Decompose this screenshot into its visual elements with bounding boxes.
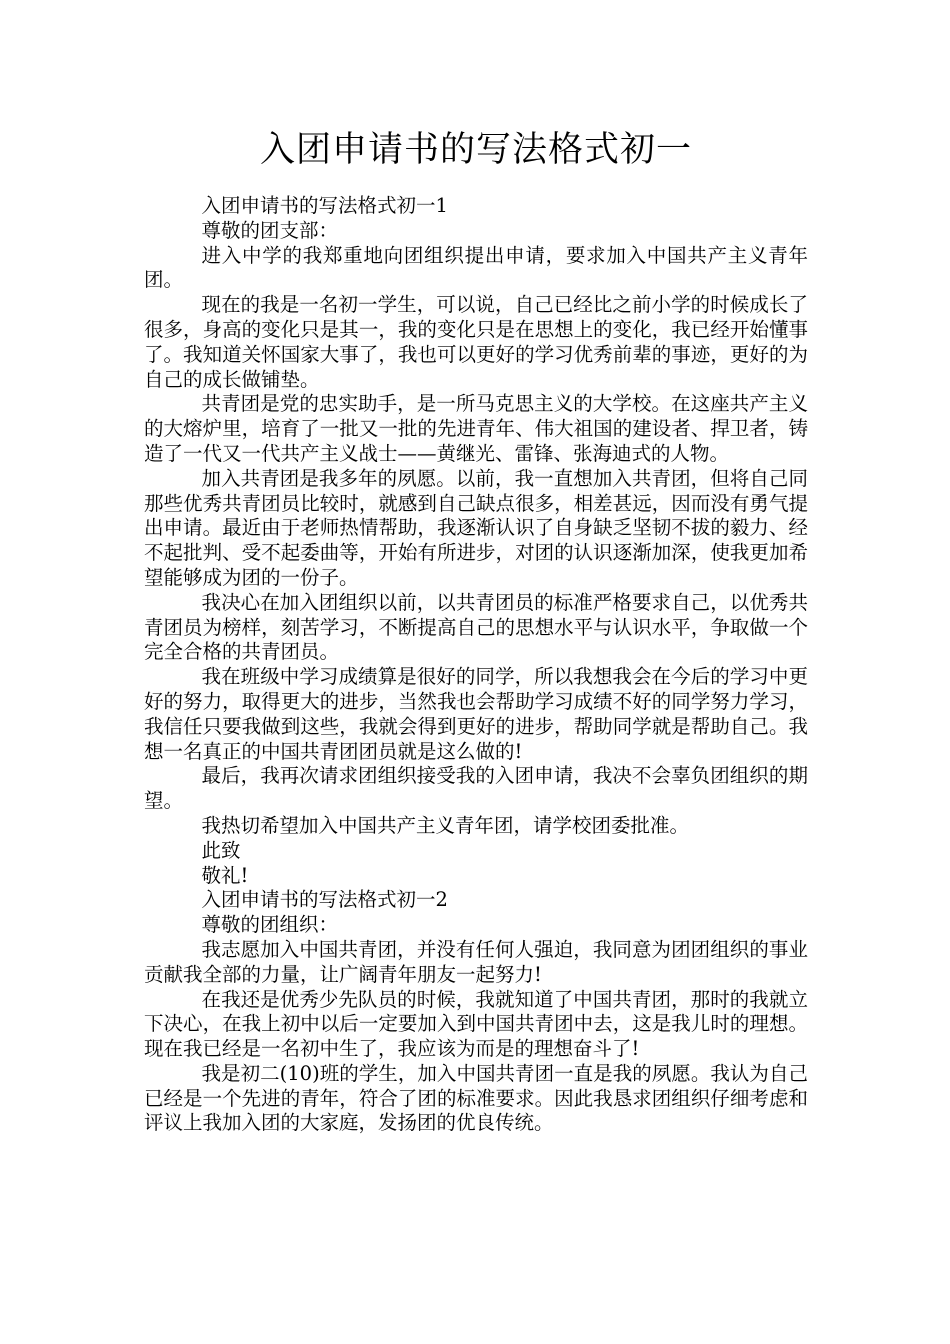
paragraph: 入团申请书的写法格式初一1	[201, 194, 448, 217]
paragraph: 我热切希望加入中国共产主义青年团，请学校团委批准。	[201, 813, 690, 837]
paragraph: 尊敬的团组织：	[201, 913, 339, 937]
paragraph: 共青团是党的忠实助手，是一所马克思主义的大学校。在这座共产主义的大熔炉里，培育了一批又一批的先进青年、伟大祖国的建设者、捍卫者，铸造了一代又一代共产主义战士——黄继光、雷锋、张海迪式的人物。	[144, 392, 808, 465]
document-body	[144, 194, 808, 1136]
paragraph: 我在班级中学习成绩算是很好的同学，所以我想我会在今后的学习中更好的努力，取得更大的进步，当然我也会帮助学习成绩不好的同学努力学习，我信任只要我做到这些，我就会得到更好的进步，帮助同学就是帮助自己。我想一名真正的中国共青团团员就是这么做的!	[144, 665, 808, 763]
paragraph: 入团申请书的写法格式初一2	[201, 888, 448, 912]
paragraph: 此致	[201, 838, 241, 862]
document-title: 入团申请书的写法格式初一	[259, 130, 692, 170]
paragraph: 我是初二(10)班的学生，加入中国共青团一直是我的夙愿。我认为自己已经是一个先进的青年，符合了团的标准要求。因此我恳求团组织仔细考虑和评议上我加入团的大家庭，发扬团的优良传统。	[144, 1061, 808, 1135]
paragraph: 尊敬的团支部：	[201, 218, 339, 242]
paragraph: 在我还是优秀少先队员的时候，我就知道了中国共青团，那时的我就立下决心，在我上初中以后一定要加入到中国共青团中去，这是我儿时的理想。现在我已经是一名初中生了，我应该为而是的理想奋斗了!	[144, 987, 808, 1061]
paragraph: 进入中学的我郑重地向团组织提出申请，要求加入中国共产主义青年团。	[144, 243, 808, 292]
paragraph: 我志愿加入中国共青团，并没有任何人强迫，我同意为团团组织的事业贡献我全部的力量，让广阔青年朋友一起努力!	[144, 937, 808, 986]
paragraph: 我决心在加入团组织以前，以共青团员的标准严格要求自己，以优秀共青团员为榜样，刻苦学习，不断提高自己的思想水平与认识水平，争取做一个完全合格的共青团员。	[144, 590, 808, 664]
paragraph: 加入共青团是我多年的夙愿。以前，我一直想加入共青团，但将自己同那些优秀共青团员比较时，就感到自己缺点很多，相差甚远，因而没有勇气提出申请。最近由于老师热情帮助，我逐渐认识了自身缺乏坚韧不拔的毅力、经不起批判、受不起委曲等，开始有所进步，对团的认识逐渐加深，使我更加希望能够成为团的一份子。	[144, 466, 808, 589]
paragraph: 现在的我是一名初一学生，可以说，自己已经比之前小学的时候成长了很多，身高的变化只是其一，我的变化只是在思想上的变化，我已经开始懂事了。我知道关怀国家大事了，我也可以更好的学习优秀前辈的事迹，更好的为自己的成长做铺垫。	[144, 293, 808, 391]
document-page	[144, 0, 808, 1136]
paragraph: 敬礼!	[201, 863, 249, 887]
paragraph: 最后，我再次请求团组织接受我的入团申请，我决不会辜负团组织的期望。	[144, 764, 808, 813]
